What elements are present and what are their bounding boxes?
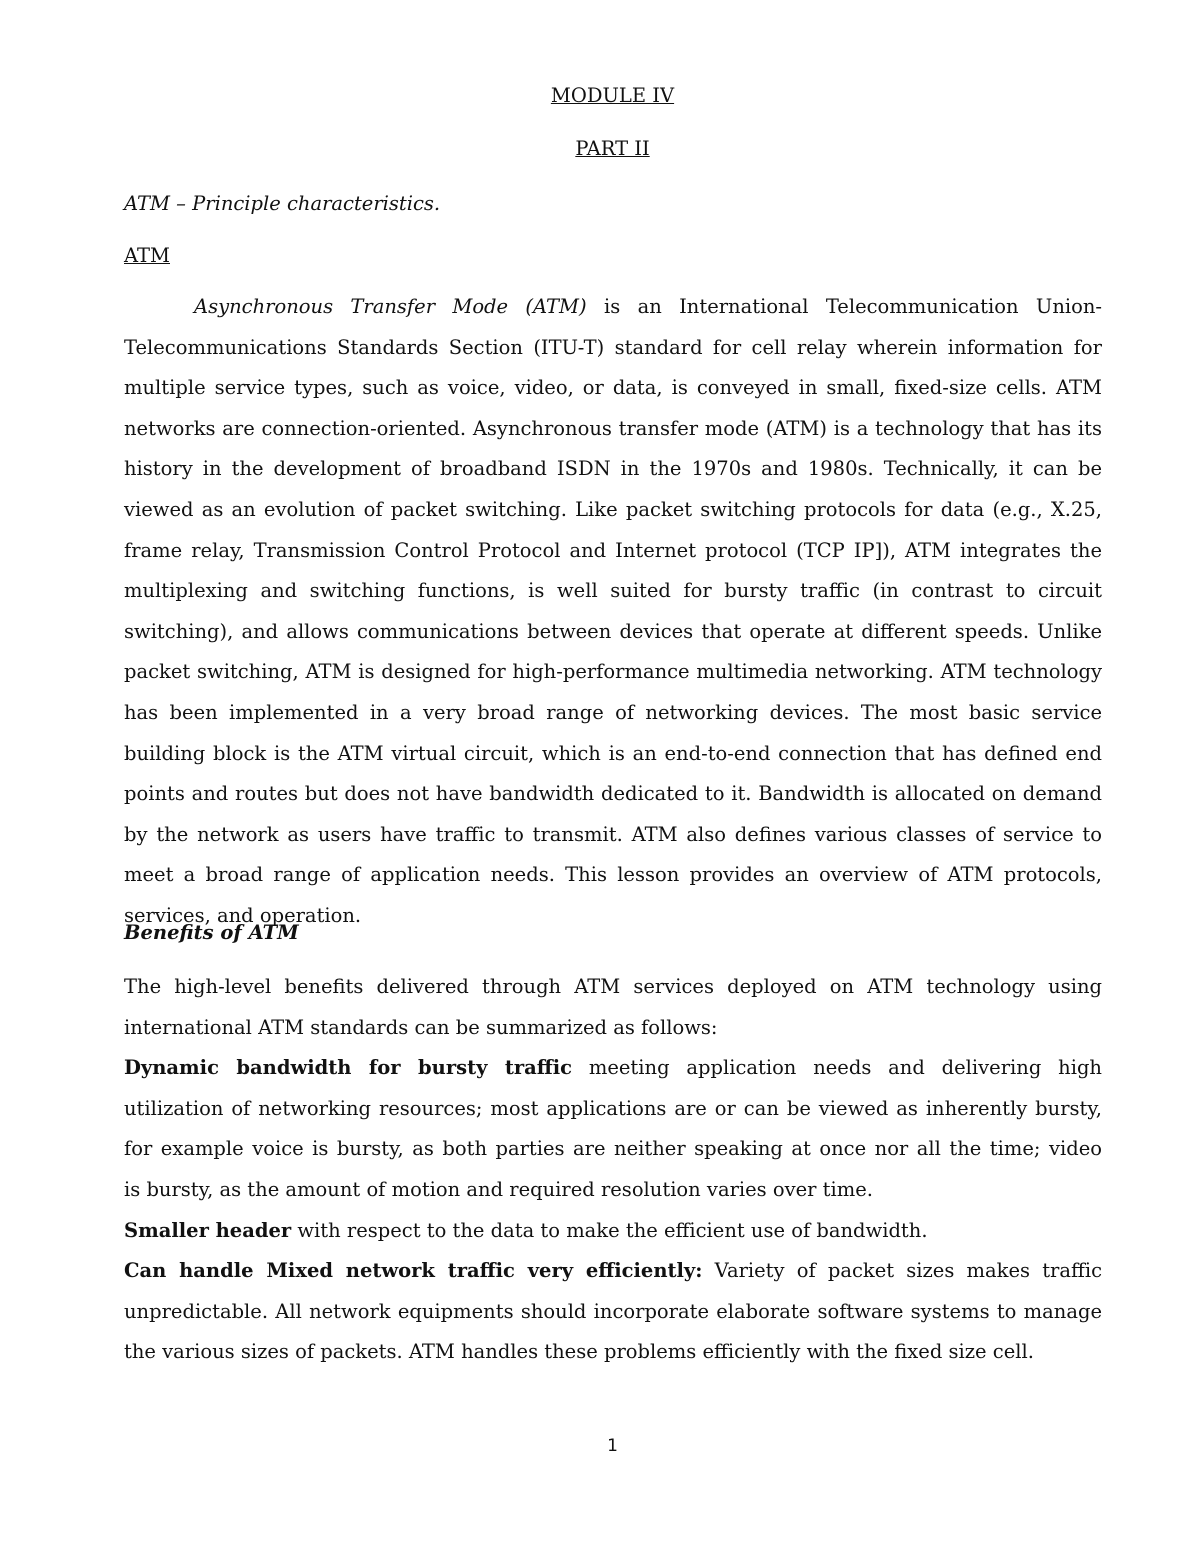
atm-intro-text: is an International Telecommunication Union-Telecommunications Standards Section (ITU-T) standard for cell relay wherein information for multiple service types, such as voice, video, or data, is conveyed in small, fixed-size cells. ATM networks are connection-oriented. Asynchronous transfer mode (ATM) is a technology that has its history in the development of broadband ISDN in the 1970s and 1980s. Technically, it can be viewed as an evolution of packet switching. Like packet switching protocols for data (e.g., X.25, frame relay, Transmission Control Protocol and Internet protocol (TCP IP]), ATM integrates the multiplexing and switching functions, is well suited for bursty traffic (in contrast to circuit switching), and allows communications between devices that operate at different speeds. Unlike packet switching, ATM is designed for high-performance multimedia networking. ATM technology has been implemented in a very broad range of networking devices. The most basic service building block is the ATM virtual circuit, which is an end-to-end connection that has defined end points and routes but does not have bandwidth dedicated to it. Bandwidth is allocated on demand by the network as users have traffic to transmit. ATM also defines various classes of service to meet a broad range of application needs. This lesson provides an overview of ATM protocols, services, and operation. — [124, 295, 1103, 927]
benefit-text: Variety of packet sizes makes traffic unpredictable. All network equipments should incorporate elaborate software systems to manage the various sizes of packets. ATM handles these problems efficiently with the fixed size cell. — [124, 1259, 1102, 1364]
benefit-label: Can handle Mixed network traffic very efficiently: — [124, 1259, 703, 1282]
benefit-item-smaller-header — [124, 1211, 1102, 1252]
benefit-item-mixed-traffic — [124, 1251, 1102, 1373]
benefit-line: is bursty, as the amount of motion and required resolution varies over time. — [124, 1177, 873, 1201]
atm-intro-paragraph — [124, 287, 1102, 937]
atm-intro-term: Asynchronous Transfer Mode (ATM) — [194, 295, 587, 318]
part-title: PART II — [575, 137, 650, 160]
module-title: MODULE IV — [550, 84, 675, 107]
atm-heading: ATM — [124, 244, 170, 267]
benefit-label: Smaller header — [124, 1219, 292, 1242]
benefit-line: utilization of networking resources; most applications are or can be viewed as inherently bursty, — [124, 1096, 1102, 1120]
page-number: 1 — [607, 1436, 618, 1456]
benefits-heading: Benefits of ATM — [124, 921, 299, 944]
benefit-line: for example voice is bursty, as both parties are neither speaking at once nor all the time; video — [124, 1137, 1102, 1161]
benefit-text: with respect to the data to make the efficient use of bandwidth. — [291, 1219, 928, 1242]
benefit-text: meeting application needs and delivering high — [572, 1056, 1102, 1079]
benefit-line — [124, 1048, 1102, 1089]
benefits-intro-paragraph: The high-level benefits delivered through ATM services deployed on ATM technology using international ATM standards can be summarized as follows: — [124, 975, 1102, 1039]
section-subtitle: ATM – Principle characteristics. — [124, 192, 441, 215]
benefit-item-dynamic-bandwidth — [124, 1048, 1102, 1210]
benefit-label: Dynamic bandwidth for bursty traffic — [124, 1056, 573, 1079]
